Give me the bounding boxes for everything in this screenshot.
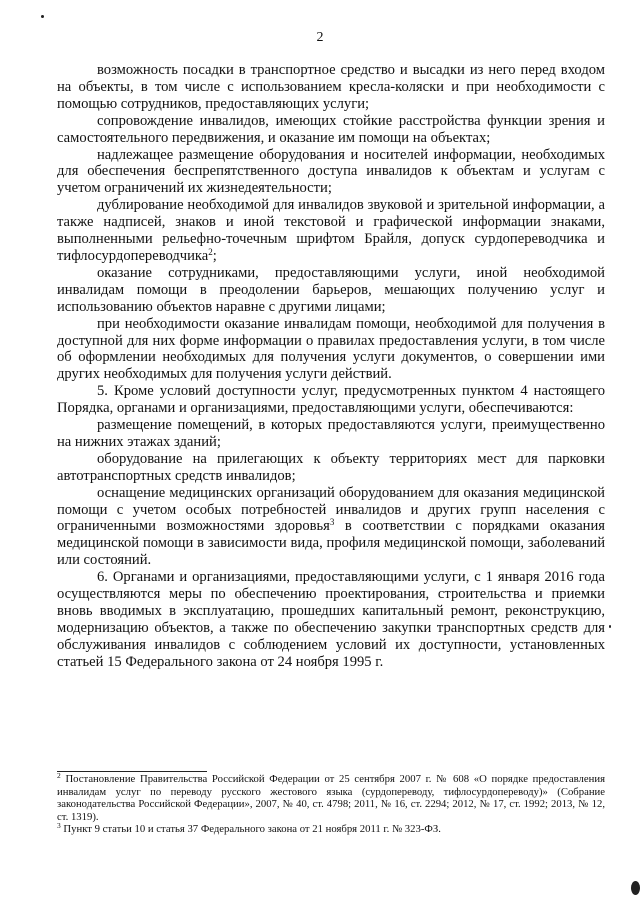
- footnote-2-mark: 2: [57, 771, 61, 780]
- footnote-3-text: Пункт 9 статьи 10 и статья 37 Федерального закона от 21 ноября 2011 г. № 323-ФЗ.: [60, 823, 441, 836]
- paragraph-parking: оборудование на прилегающих к объекту территориях мест для парковки автотранспортных средств инвалидов;: [57, 450, 605, 484]
- footnote-ref-3: 3: [329, 517, 335, 528]
- footnote-2-text: Постановление Правительства Российской Федерации от 25 сентября 2007 г. № 608 «О порядке предоставления инвалидам услуг по переводу русского жестового языка (сурдопереводу, тифлосурдопереводу)» (Собрание законодательства Российской Федерации», 2007, № 40, ст. 4798; 2011, № 16, ст. 2294; 2012, № 17, ст. 1992; 2013, № 12, ст. 1319).: [57, 773, 605, 823]
- footnote-ref-2: 2: [208, 246, 213, 257]
- footnote-3-mark: 3: [57, 821, 61, 831]
- scan-speck-top-left: [41, 15, 44, 18]
- paragraph-section-6: 6. Органами и организациями, предоставляющими услуги, с 1 января 2016 года осуществляются меры по обеспечению проектирования, строительства и приемки вновь вводимых в эксплуатацию, прошедших капитальный ремонт, реконструкцию, модернизацию объектов, а также по обеспечению закупки транспортных средств для обслуживания инвалидов с соблюдением условий их доступности, установленных статьей 15 Федерального закона от 24 ноября 1995 г.: [57, 569, 605, 670]
- paragraph-duplication: [57, 197, 605, 265]
- paragraph-information-help: при необходимости оказание инвалидам помощи, необходимой для получения в доступной для них форме информации о правилах предоставления услуги, в том числе об оформлении необходимых для получения услуги документов, о совершении ими других необходимых для получения услуги действий.: [57, 315, 605, 383]
- paragraph-duplication-text: дублирование необходимой для инвалидов звуковой и зрительной информации, а также надписей, знаков и иной текстовой и графической информации знаками, выполненными рельефно-точечным шрифтом Брайля, допуск сурдопереводчика и тифлосурдопереводчика: [57, 197, 605, 264]
- paragraph-staff-assistance: оказание сотрудниками, предоставляющими услуги, иной необходимой инвалидам помощи в преодолении барьеров, мешающих получению услуг и использованию объектов наравне с другими лицами;: [57, 264, 605, 315]
- paragraph-premises: размещение помещений, в которых предоставляются услуги, преимущественно на нижних этажах зданий;: [57, 417, 605, 450]
- footnote-3: [57, 823, 605, 836]
- paragraph-duplication-end: ;: [212, 247, 217, 264]
- paragraph-escort: сопровождение инвалидов, имеющих стойкие расстройства функции зрения и самостоятельного передвижения, и оказание им помощи на объектах;: [57, 112, 605, 146]
- paragraph-boarding: возможность посадки в транспортное средство и высадки из него перед входом на объекты, в том числе с использованием кресла-коляски и при необходимости с помощью сотрудников, предоставляющих услуги;: [57, 62, 605, 112]
- footnote-divider: [57, 771, 207, 772]
- footnote-2: [57, 773, 605, 823]
- paragraph-equipment-placement: надлежащее размещение оборудования и носителей информации, необходимых для обеспечения беспрепятственного доступа инвалидов к объектам и услугам с учетом ограничений их жизнедеятельности;: [57, 146, 605, 197]
- scan-blot-bottom-right: [631, 881, 640, 895]
- paragraph-medical-end: в соответствии с порядками оказания медицинской помощи в зависимости вида, профиля медицинской помощи, заболеваний или состояний.: [57, 518, 605, 569]
- paragraph-section-5: 5. Кроме условий доступности услуг, предусмотренных пунктом 4 настоящего Порядка, органами и организациями, предоставляющими услуги, обеспечиваются:: [57, 383, 605, 417]
- body-text: [57, 62, 605, 671]
- paragraph-medical-text: оснащение медицинских организаций оборудованием для оказания медицинской помощи с учетом особых потребностей инвалидов и других групп населения с ограниченными возможностями здоровья: [57, 484, 605, 535]
- scan-speck-right-edge: [609, 625, 611, 628]
- paragraph-medical-equipment: [57, 485, 605, 570]
- footnotes: [57, 773, 605, 836]
- page-number: 2: [316, 30, 324, 45]
